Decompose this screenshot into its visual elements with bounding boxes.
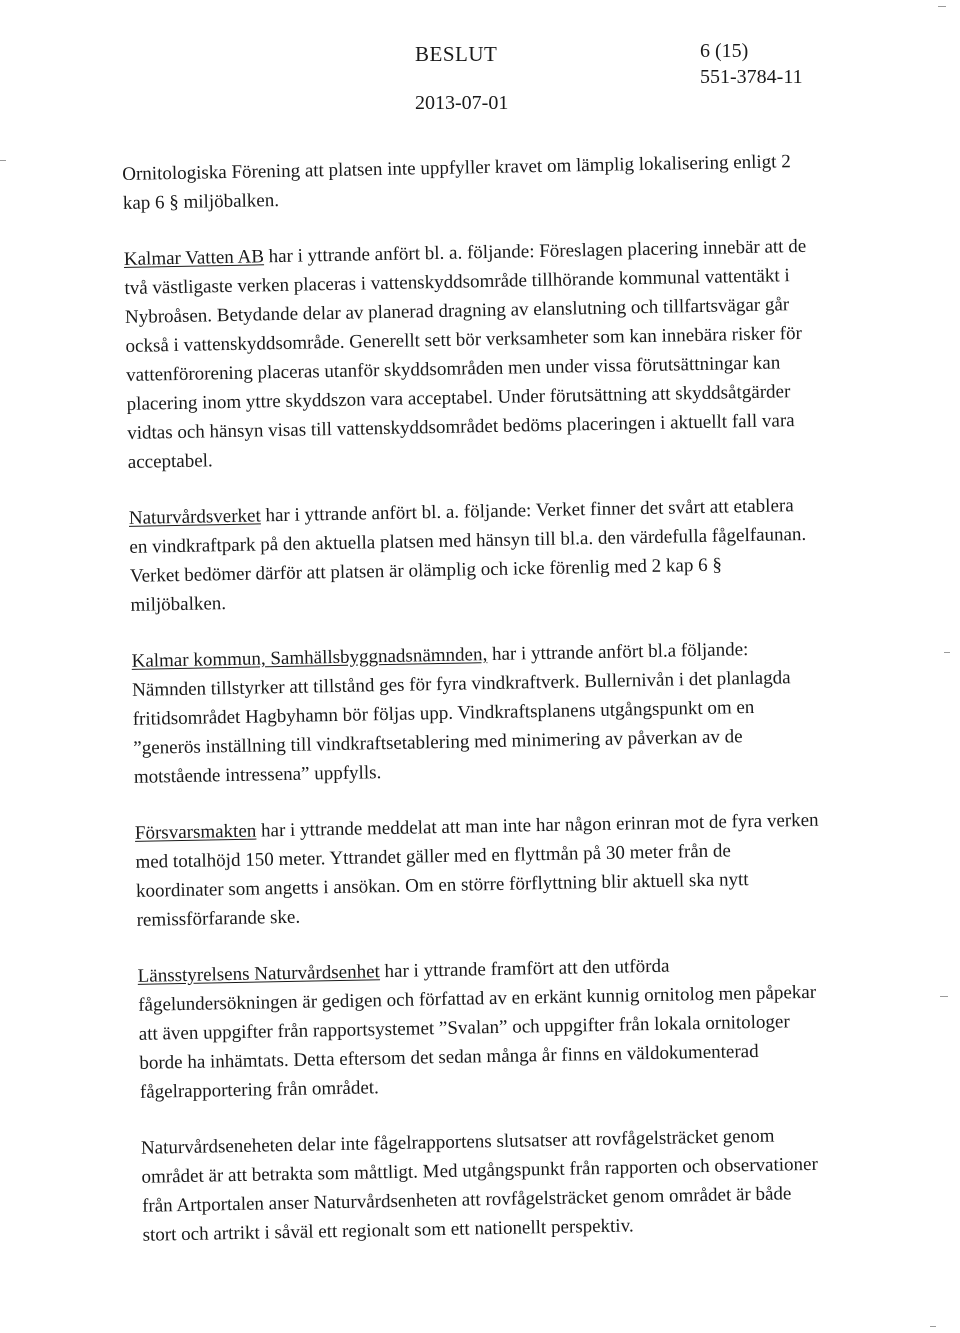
- paragraph-ornitologiska: [122, 147, 803, 218]
- paragraph-forsvarsmakten: [135, 806, 817, 935]
- text-line: vattenförorening placeras utanför skyddsområden men under vissa förutsättningar kan: [125, 352, 781, 386]
- text-line-rest: har i yttrande anfört bl. a. följande: Föreslagen placering innebär att de: [263, 235, 807, 268]
- text-line-rest: har i yttrande anfört bl. a. följande: Verket finner det svårt att etablera: [260, 495, 794, 527]
- text-line-rest: har i yttrande meddelat att man inte har någon erinran mot de fyra verken: [256, 809, 819, 842]
- text-line: vidtas och hänsyn visas till vattenskyddsområdet bedöms placeringen i aktuellt fall vara: [127, 410, 795, 444]
- referent-name: Länsstyrelsens Naturvårdsenhet: [137, 961, 381, 987]
- text-line: att även uppgifter från rapportsystemet ”Svalan” och uppgifter från lokala ornitologer: [138, 1011, 790, 1045]
- document-body: [122, 147, 823, 1277]
- text-line: Ornitologiska Förening att platsen inte uppfyller kravet om lämplig lokalisering enligt 2: [122, 151, 791, 185]
- text-line: miljöbalken.: [130, 593, 227, 616]
- paragraph-naturvardsverket: [129, 491, 811, 620]
- text-line: fritidsområdet Hagbyhamn bör följas upp. Vindkraftsplanens utgångspunkt om en: [132, 696, 755, 730]
- referent-name: Försvarsmakten: [134, 820, 257, 844]
- text-line: en vindkraftpark på den aktuella platsen med hänsyn till bl.a. den värdefulla fågelfaunan.: [129, 523, 807, 558]
- text-line: fågelrapportering från området.: [139, 1077, 380, 1103]
- paragraph-naturvardsenheten: [141, 1121, 823, 1250]
- scan-mark: [930, 1326, 936, 1327]
- referent-name: Kalmar kommun, Samhällsbyggnadsnämnden,: [131, 644, 488, 672]
- scan-mark: [944, 652, 950, 653]
- case-number: 551-3784-11: [700, 66, 803, 88]
- page-number: 6 (15): [700, 40, 749, 62]
- text-line: också i vattenskyddsområde. Generellt sett bör verksamheter som kan innebära risker för: [125, 322, 803, 357]
- paragraph-lansstyrelsen: [137, 949, 820, 1107]
- text-line: stort och artrikt i såväl ett regionalt som ett nationellt perspektiv.: [142, 1215, 634, 1246]
- scan-mark: [938, 6, 946, 7]
- text-line-rest: har i yttrande framfört att den utförda: [379, 955, 670, 983]
- paragraph-kalmar-kommun: [131, 634, 814, 792]
- text-line: placering inom yttre skyddszon vara acceptabel. Under förutsättning att skyddsåtgärder: [126, 381, 791, 415]
- text-line: Nämnden tillstyrker att tillstånd ges för fyra vindkraftverk. Bullernivån i det planlagda: [131, 667, 791, 701]
- scan-mark: [940, 996, 948, 997]
- document-type: BESLUT: [415, 42, 498, 66]
- text-line: Verket bedömer därför att platsen är olämplig och icke förenlig med 2 kap 6 §: [129, 554, 723, 587]
- text-line: motstående intressena” uppfylls.: [133, 762, 382, 788]
- document-date: 2013-07-01: [415, 92, 509, 114]
- text-line: med totalhöjd 150 meter. Yttrandet gäller med en flyttmån på 30 meter från de: [135, 840, 732, 873]
- text-line: kap 6 § miljöbalken.: [122, 189, 280, 214]
- referent-name: Kalmar Vatten AB: [123, 246, 265, 270]
- text-line: koordinater som angetts i ansökan. Om en större förflyttning blir aktuell ska nytt: [135, 869, 749, 902]
- scan-mark: [0, 160, 6, 161]
- text-line: fågelundersökningen är gedigen och författad av en erkänt kunnig ornitolog men påpekar: [138, 981, 817, 1016]
- text-line: två västligaste verken placeras i vattenskyddsområde tillhörande kommunal vattentäkt i: [124, 265, 790, 299]
- text-line: acceptabel.: [127, 450, 213, 473]
- text-line: Naturvårdseneheten delar inte fågelrapportens slutsatser att rovfågelsträcket genom: [140, 1125, 775, 1159]
- text-line: borde ha inhämtats. Detta eftersom det sedan många år finns en väldokumenterad: [139, 1040, 759, 1074]
- text-line: remissförfarande ske.: [136, 906, 301, 931]
- text-line: området är att betrakta som måttligt. Med utgångspunkt från rapporten och observationer: [141, 1153, 819, 1188]
- page-header: [0, 0, 960, 130]
- referent-name: Naturvårdsverket: [128, 505, 261, 529]
- text-line: ”generös inställning till vindkraftsetablering med minimering av påverkan av de: [133, 726, 743, 759]
- text-line: Nybroåsen. Betydande delar av planerad dragning av elanslutning och tillfartsvägar går: [124, 294, 790, 328]
- paragraph-kalmar-vatten: [124, 232, 808, 477]
- text-line-rest: har i yttrande anfört bl.a följande:: [487, 639, 749, 666]
- text-line: från Artportalen anser Naturvårdsenheten att rovfågelsträcket genom området är både: [141, 1183, 792, 1217]
